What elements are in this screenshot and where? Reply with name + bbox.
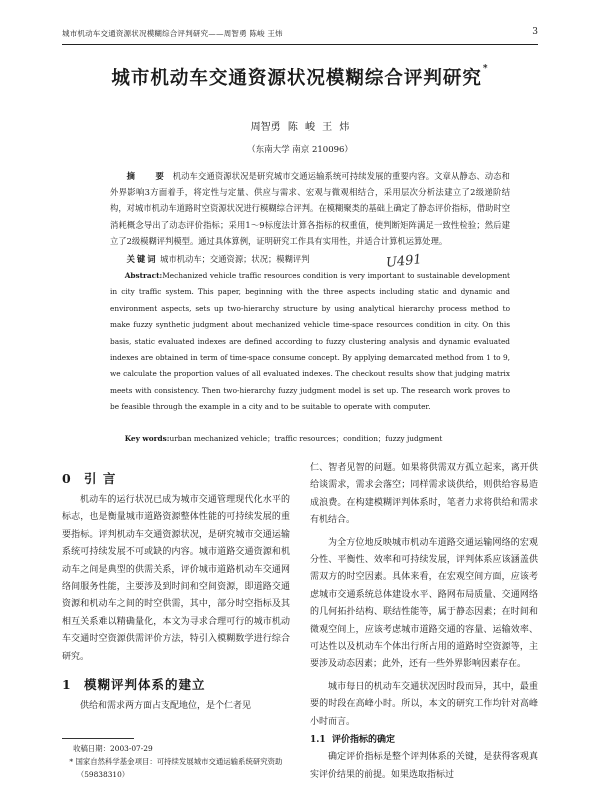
running-header: [62, 28, 538, 42]
abstract-cn: [110, 168, 510, 249]
section-title: 引 言: [84, 471, 117, 486]
abstract-en-text: Mechanized vehicle traffic resources condition is very important to sustainable development in city traffic system. This paper, beginning with the three aspects including static and dynamic and environment aspects, sets up two-hierarchy structure by using analytical hierarchy process method to make fuzzy synthetic judgment about mechanized vehicle time-space resources condition in city. On this basis, static evaluated indexes are defined according to fuzzy clustering analysis and dynamic evaluated indexes are obtained in term of time-space consume concept. By applying demarcated method from 1 to 9, we calculate the proportion values of all evaluated indexes. The checkout results show that judging matrix meets with consistency. Then two-hierarchy fuzzy judgment model is set up. The research work proves to be feasible through the example in a city and to be suitable to operate with computer.: [110, 271, 510, 412]
title-footnote-mark: *: [482, 64, 489, 74]
intro-paragraph: 机动车的运行状况已成为城市交通管理现代化水平的标志，也是衡量城市道路资源整体性能的可持续发展的重要指标。评判机动车交通资源状况，是研究城市交通运输系统可持续发展不可或缺的内容。城市道路交通资源和机动车之间是典型的供需关系，评价城市道路机动车交通网络间服务性能，主要涉及到时间和空间资源，即道路交通资源和机动车之间的时空供需，其中，部分时空指标及其相互关系难以精确量化，本文为寻求合理可行的城市机动车交通时空资源供需评价方法，特引入模糊数学进行综合研究。: [62, 495, 290, 662]
handwritten-note: U491: [385, 252, 423, 271]
abstract-cn-text: 机动车交通资源状况是研究城市交通运输系统可持续发展的重要内容。文章从静态、动态和外界影响3方面着手，将定性与定量、供应与需求、宏观与微观相结合，采用层次分析法建立了2级递阶结构，对城市机动车道路时空资源状况进行模糊综合评判。在模糊聚类的基础上确定了静态评价指标，借助时空消耗概念导出了动态评价指标；采用1～9标度法计算各指标的权重值，使判断矩阵满足一致性检验；然后建立了2级模糊评判模型。通过具体算例，证明研究工作具有实用性，并适合计算机运算处理。: [110, 171, 510, 246]
keywords-cn-text: 城市机动车；交通资源；状况；模糊评判: [160, 254, 310, 264]
section-title: 模糊评判体系的建立: [84, 677, 206, 693]
footnotes: [62, 742, 290, 781]
keywords-cn-label: 关键词: [126, 254, 158, 264]
footnote-fund: * 国家自然科学基金项目：可持续发展城市交通运输系统研究资助（59838310）: [69, 757, 283, 779]
paper-title-text: 城市机动车交通资源状况模糊综合评判研究: [111, 68, 482, 89]
keywords-cn: [110, 251, 510, 267]
keywords-en-label: Key words:: [124, 434, 170, 443]
section-number: 0: [62, 471, 72, 486]
section-heading-intro: [62, 466, 290, 492]
section-number: 1: [62, 677, 72, 693]
right-column: [310, 460, 538, 784]
footnote-rule: [62, 738, 134, 739]
subsection-heading-1-1: [310, 731, 538, 749]
left-column: [62, 466, 290, 715]
subsection-number: 1.1: [310, 735, 326, 746]
subsection-title: 评价指标的确定: [332, 735, 396, 746]
section-heading-1: [62, 672, 290, 698]
section1-paragraph-continued: 仁、智者见智的问题。如果将供需双方孤立起来，离开供给谈需求，需求会落空；同样需求谈供给，则供给容易造成浪费。在构建模糊评判体系时，笔者力求将供给和需求有机结合。: [310, 463, 538, 526]
keywords-en: [110, 431, 510, 447]
affiliation: （东南大学 南京 210096）: [247, 145, 353, 155]
abstract-en: [110, 268, 510, 416]
subsection-1-1-paragraph: 确定评价指标是整个评判体系的关键，是获得客观真实评价结果的前提。如果选取指标过: [310, 752, 538, 780]
keywords-en-text: urban mechanized vehicle；traffic resources；condition；fuzzy judgment: [169, 434, 443, 443]
footnote-received: 收稿日期：2003-07-29: [73, 744, 153, 753]
header-rule: [62, 44, 538, 45]
section1-paragraph-2: 为全方位地反映城市机动车道路交通运输网络的宏观分性、平衡性、效率和可持续发展，评判体系应该涵盖供需双方的时空因素。具体来看，在宏观空间方面，应该考虑城市交通系统总体建设水平、路网布局质量、交通网络的几何拓扑结构、联结性能等，属于静态因素；在时间和微观空间上，应该考虑城市道路交通的容量、运输效率、可达性以及机动车个体出行所占用的道路时空资源等，主要涉及动态因素；此外，还有一些外界影响因素存在。: [310, 537, 538, 670]
section1-paragraph-start: 供给和需求两方面占支配地位，是个仁者见: [80, 701, 252, 712]
page-number: 3: [532, 27, 538, 37]
paper-title: [62, 64, 538, 90]
running-title: 城市机动车交通资源状况模糊综合评判研究——周智勇 陈峻 王炜: [62, 29, 283, 38]
authors: 周智勇 陈 峻 王 炜: [250, 122, 350, 133]
section1-paragraph-3: 城市每日的机动车交通状况因时段而异，其中，最重要的时段在高峰小时。所以，本文的研究工作均针对高峰小时而言。: [310, 681, 538, 727]
abstract-en-label: Abstract:: [124, 271, 163, 280]
abstract-cn-label: 摘 要: [126, 171, 170, 181]
